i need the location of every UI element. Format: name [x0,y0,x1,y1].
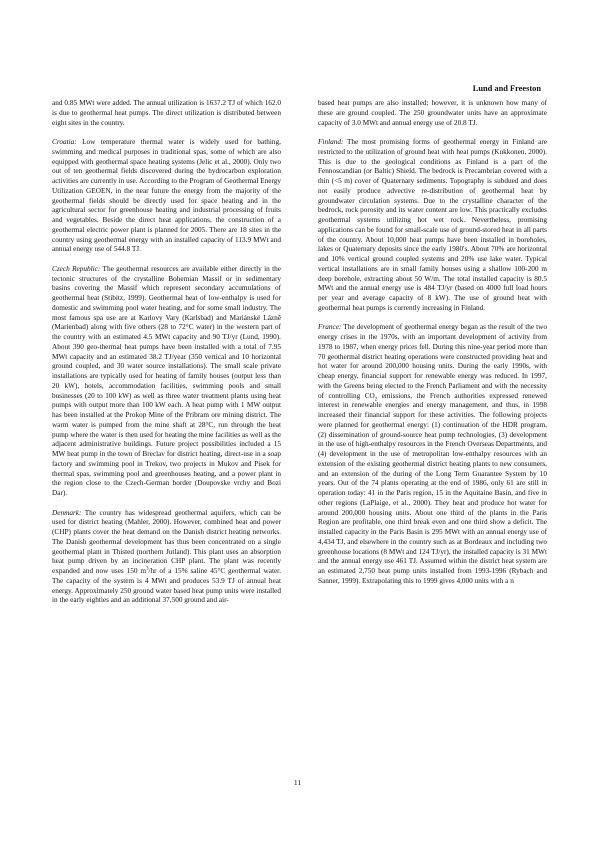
page-number: 11 [293,778,302,787]
paragraph-text: The most promising forms of geothermal energy in Finland are restricted to the utilization of ground heat with heat pumps (Kukkonen, 2000). This is due to the geological conditions as Finland is a part of the Fennoscandian (or Baltic) Shield. The bedrock is Precambrian covered with a thin (<5 m) cover of Quaternary sediments. Topography is subdued and does not easily produce advective re-distribution of geothermal heat by groundwater circulation systems. Due to the crystalline character of the bedrock, rock porosity and its water content are low. This practically excludes geothermal systems utilizing hot wet rock. Nevertheless, promising applications can be found for small-scale use of ground-stored heat in all parts of the country. About 10,000 heat pumps have been installed in boreholes, lakes or Quaternary deposits since the early 1980's. About 70% are horizontal and 10% vertical ground coupled systems and 20% use lake water. Typical vertical installations are in small family houses using a shallow 100-200 m deep borehole, extracting about 50 W/m. The total installed capacity is 80.5 MWt and the annual energy use is 484 TJ/yr (based on 4000 full load hours per year and average capacity of 8 kW). The use of ground heat with geothermal heat pumps is currently increasing in Finland. [318,138,547,312]
country-label-france: France: [318,323,342,332]
paragraph-text: The geothermal resources are available either directly in the tectonic structures of the crystalline Bohemian Massif or in sedimentary basins covering the Massif which represent secondary accumulations of geothermal heat (Stibitz, 1999). Geothermal heat of low-enthalpy is used for domestic and swimming pool water heating, and for some small industry. The most famous spa use are at Karlovy Vary (Karlsbad) and Mariánské Lázně (Marienbad) along with five others (28 to 72°C water) in the western part of the country with an estimated 4.5 MWt capacity and 90 TJ/yr (Lund, 1990). About 390 geo-thermal heat pumps have been installed with a total of 7.95 MWt capacity and an estimated 38.2 TJ/year (350 vertical and 10 horizontal ground coupled, and 30 water source installations). The small scale private installations are typically used for heating of family houses (output less than 20 kW), hotels, accommodation facilities, swimming pools and small businesses (20 to 100 kW) as well as three water treatment plants using heat pumps with output more than 100 kW each. A heat pump with 1 MW output has been installed at the Prokop Mine of the Pribram ore mining district. The warm water is pumped from the mine shaft at 28°C, run through the heat pump where the water is then used for heating the mine facilities as well as the adjacent administrative buildings. Future project possibilities included a 15 MW heat pump in the town of Breclav for district heating, direct-use in a soap factory and swimming pool in Trekov, two projects in Mukov and Pisek for thermal spas, swimming pool and greenhouses heating, and a power plant in the region close to the Czech-German border (Doupovske vrchy and Bozi Dar). [52,264,281,497]
paragraph-text: emissions, the French authorities expressed renewed interest in renewable energies and energy management, and thus, in 1998 increased their financial support for these activities. The following projects were planned for geothermal energy: (1) continuation of the HDR program, (2) dissemination of ground-source heat pump technologies, (3) development in the use of high-enthalpy resources in the French Overseas Departments, and (4) development in the use of metropolitan low-enthalpy resources with an extension of the existing geothermal district heating plants to new consumers, and an extension of the during of the Long Term Guarantee System by 10 years. Out of the 74 plants operating at the end of 1986, only 61 are still in operation today: 41 in the Paris region, 15 in the Aquitaine Basin, and five in other regions (LaPlaige, et al., 2000). They heat and produce hot water for around 200,000 housing units. About one third of the plants in the Paris Region are profitable, one third break even and one third show a deficit. The installed capacity in the Paris Basin is 295 MWt with an annual energy use of 4,434 TJ, and elsewhere in the country such as at Bordeaux and including two greenhouse locations (8 MWt and 124 TJ/yr), the installed capacity is 31 MWt and the annual energy use 461 TJ. Assumed within the district heat system are an estimated 2,750 heat pump units installed from 1993-1996 (Rybach and Sanner, 1999). Extrapolating this to 1999 gives 4,000 units with a n [318,391,547,585]
paragraph-croatia [52,138,281,255]
superscript: 3 [145,566,149,572]
paragraph-france [318,323,547,586]
country-label-czech-republic: Czech Republic: [52,264,101,273]
country-label-croatia: Croatia: [52,138,77,146]
paragraph-czech-republic [52,265,281,499]
subscript: 2 [374,396,378,402]
country-label-denmark: Denmark: [52,508,82,517]
paragraph-text: /hr of a 15% saline 45°C geothermal water. The capacity of the system is 4 MWt and produces 53.9 TJ of annual heat energy. Approximately 250 ground water based heat pump units were installed in the early eighties and an additional 37,500 ground and air- [52,567,282,605]
paragraph-denmark-continued: based heat pumps are also installed; however, it is unknown how many of these are ground coupled. The 250 groundwater units have an approximate capacity of 3.0 MWt and annual energy use of 20.8 TJ. [318,99,547,127]
paragraph-text: The development of geothermal energy began as the result of the two energy crises in the 1970s, with an important development of activity from 1978 to 1987, when energy prices fell. During this nine-year period more than 70 geothermal district heating operations were constructed providing heat and hot water for around 200,000 housing units. During the early 1990s, with cheap energy, financial support for renewable energy was reduced. In 1997, with the Greens being elected to the French Parliament and with the necessity of controlling CO [318,323,547,400]
paragraph-text: Low temperature thermal water is widely used for bathing, swimming and medical purposes in traditional spas, some of which are also equipped with geothermal space heating systems (Jelic et al., 2000). Only two out of ten geothermal fields discovered during the hydrocarbon exploration activities are currently in use. According to the Program of Geothermal Energy Utilization GEOEN, in the near future the energy from the majority of the geothermal fields should be directly used for space heating and in the agricultural sector for greenhouse heating and industrial processing of fruits and vegetables. Beside the direct heat applications, the construction of a geothermal electric power plant is planned for 2005. There are 18 sites in the country using geothermal energy with an installed capacity of 113.9 MWt and annual energy use of 544.8 TJ. [52,138,281,254]
country-label-finland: Finland: [318,138,344,146]
right-column [318,99,547,587]
running-header-authors: Lund and Freeston [472,84,541,93]
paragraph-text: The country has widespread geothermal aquifers, which can be used for district heating (Mahler, 2000). However, combined heat and power (CHP) plants cover the heat demand on the Danish district heating networks. The Danish geothermal development has thus been concentrated on a single geothermal plant in Thisted (northern Jutland). This plant uses an absorption heat pump driven by an incineration CHP plant. The plant was recently expanded and now uses 150 m [52,508,281,575]
paragraph-finland [318,138,547,314]
paragraph-denmark [52,509,281,607]
paragraph-austria-continued: and 0.85 MWt were added. The annual utilization is 1637.2 TJ of which 162.0 is due to geothermal heat pumps. The direct utilization is distributed between eight sites in the country. [52,99,281,127]
left-column [52,99,281,606]
